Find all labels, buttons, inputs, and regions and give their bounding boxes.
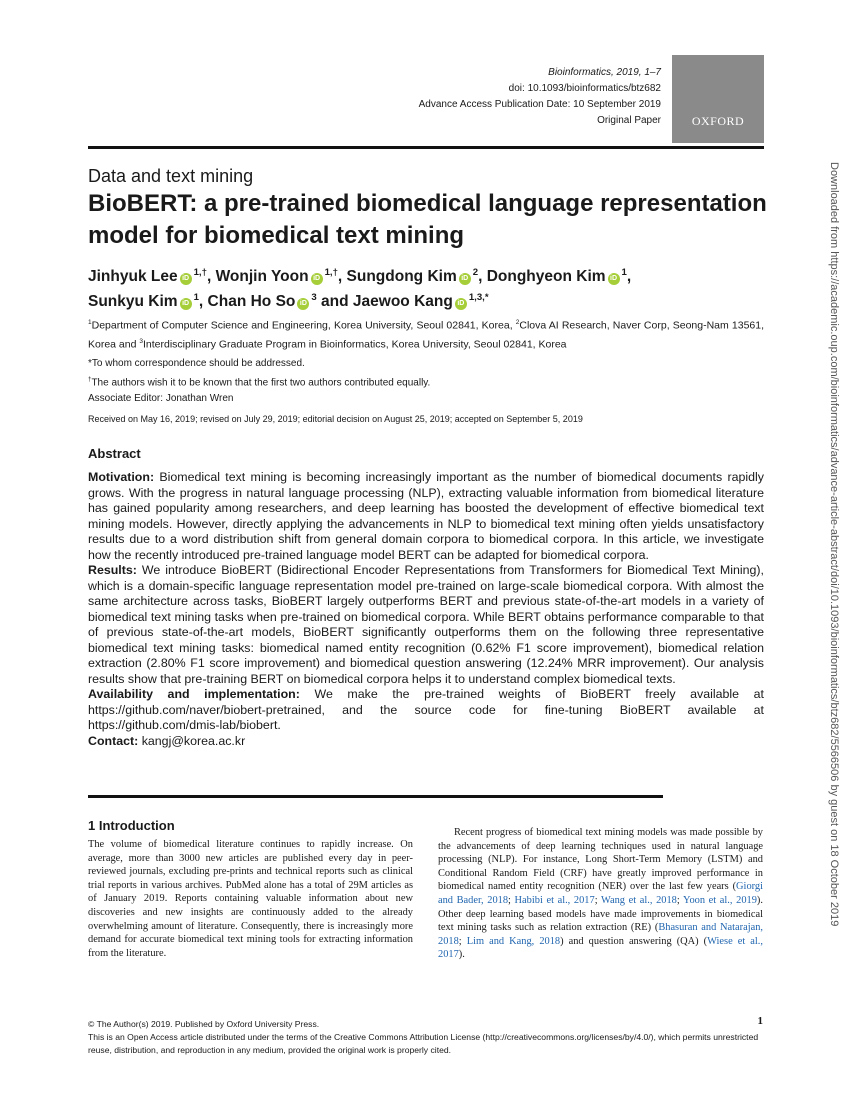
abstract-body — [88, 470, 764, 749]
orcid-icon[interactable]: iD — [608, 273, 620, 285]
author[interactable]: Donghyeon Kim $iD^1$, — [486, 267, 632, 286]
intro-column-right — [438, 826, 763, 962]
journal-citation: Bioinformatics, 2019, 1–7 — [548, 67, 661, 78]
associate-editor: Associate Editor: Jonathan Wren — [88, 393, 234, 405]
page-number: 1 — [757, 1015, 763, 1027]
citation-link[interactable]: Yoon et al., 2019 — [683, 894, 757, 906]
author[interactable]: Chan Ho So $iD^3$ and — [207, 292, 349, 311]
author[interactable]: Jinhyuk Lee $iD^{1,\dagger}$, — [88, 267, 212, 286]
citation-link[interactable]: Lim and Kang, 2018 — [466, 935, 561, 947]
author[interactable]: Sungdong Kim $iD^2$, — [346, 267, 483, 286]
author[interactable]: Wonjin Yoon $iD^{1,\dagger}$, — [215, 267, 343, 286]
received-dates: Received on May 16, 2019; revised on July 29, 2019; editorial decision on August 25, 2019; accepted on September 5, 2019 — [88, 414, 583, 424]
abstract-results: Results: We introduce BioBERT (Bidirectional Encoder Representations from Transformers for Biomedical Text Mining), which is a domain-specific language representation model pre-trained on large-scale biomedical corpora. With almost the same architecture across tasks, BioBERT largely outperforms BERT and previous state-of-the-art models in a variety of biomedical text mining tasks when pre-trained on biomedical corpora. While BERT obtains performance comparable to that of previous state-of-the-art models, BioBERT significantly outperforms them on the following three representative biomedical text mining tasks: biomedical named entity recognition (0.62% F1 score improvement), biomedical relation extraction (2.80% F1 score improvement) and biomedical question answering (12.24% MRR improvement). Our analysis results show that pre-training BERT on biomedical corpora helps it to understand complex biomedical texts. — [88, 563, 764, 686]
correspondence-note: *To whom correspondence should be addressed. — [88, 358, 305, 369]
abstract-contact: Contact: kangj@korea.ac.kr — [88, 733, 246, 748]
intro-paragraph: Recent progress of biomedical text mining models was made possible by the advancements of deep learning techniques used in natural language processing (NLP). For instance, Long Short-Term Memory (LSTM) and Conditional Random Field (CRF) have greatly improved performance in biomedical named entity recognition (NER) over the last few years (Giorgi and Bader, 2018; Habibi et al., 2017; Wang et al., 2018; Yoon et al., 2019). Other deep learning based models have made improvements in biomedical text mining tasks such as relation extraction (RE) (Bhasuran and Natarajan, 2018; Lim and Kang, 2018) and question answering (QA) (Wiese et al., 2017). — [438, 827, 764, 961]
author[interactable]: Sunkyu Kim $iD^1$, — [88, 292, 204, 311]
citation-link[interactable]: Wiese et al., 2017 — [438, 935, 764, 961]
orcid-icon[interactable]: iD — [297, 298, 309, 310]
oxford-logo — [672, 55, 764, 143]
license-text: This is an Open Access article distributed under the terms of the Creative Commons Attribution License (http://creativecommons.org/licenses/by/4.0/), which permits unrestricted reuse, distribution, and reproduction in any medium, provided the original work is properly cited. — [88, 1032, 759, 1055]
orcid-icon[interactable]: iD — [455, 298, 467, 310]
footer — [88, 1018, 764, 1057]
citation-link[interactable]: Habibi et al., 2017 — [514, 894, 595, 906]
author-list — [88, 262, 768, 312]
abstract-motivation: Motivation: Biomedical text mining is becoming increasingly important as the number of biomedical documents rapidly grows. With the progress in natural language processing (NLP), extracting valuable information from biomedical literature has gained popularity among researchers, and deep learning has boosted the development of effective biomedical text mining models. However, directly applying the advancements in NLP to biomedical text mining often yields unsatisfactory results due to a word distribution shift from general domain corpora to biomedical corpora. In this article, we investigate how the recently introduced pre-trained language model BERT can be adapted for biomedical corpora. — [88, 470, 764, 562]
intro-paragraph: The volume of biomedical literature continues to rapidly increase. On average, more than 3000 new articles are published every day in peer-reviewed journals, excluding pre-prints and technical reports such as clinical trial reports in various archives. PubMed alone has a total of 29M articles as of January 2019. Reports containing valuable information about new discoveries and new insights are continuously added to the already overwhelming amount of literature. Consequently, there is increasingly more demand for accurate biomedical text mining tools for extracting information from the literature. — [88, 839, 413, 959]
orcid-icon[interactable]: iD — [180, 298, 192, 310]
copyright: © The Author(s) 2019. Published by Oxford University Press. — [88, 1019, 320, 1029]
affiliations: $^1$Department of Computer Science and Engineering, Korea University, Seoul 02841, Korea, $^2$Clova AI Research, Naver Corp, Seong-Nam 13561, Korea and $^3$Interdisciplinary Graduate Program in Bioinformatics, Korea University, Seoul 02841, Korea — [88, 319, 765, 350]
section-tag: Data and text mining — [88, 166, 254, 186]
equal-contribution-note: †The authors wish it to be known that the first two authors contributed equally. — [88, 376, 431, 389]
advance-access-date: Advance Access Publication Date: 10 September 2019 — [418, 99, 661, 110]
orcid-icon[interactable]: iD — [459, 273, 471, 285]
author[interactable]: Jaewoo Kang $iD^{1,3,*}$ — [352, 292, 489, 311]
orcid-icon[interactable]: iD — [180, 273, 192, 285]
intro-column-left — [88, 838, 413, 960]
citation-link[interactable]: Bhasuran and Natarajan, 2018 — [438, 922, 764, 947]
intro-heading: 1 Introduction — [88, 818, 175, 833]
download-note: Downloaded from https://academic.oup.com/bioinformatics/advance-article-abstract/doi/10.1093/bioinformatics/btz682/5566506 by guest on 18 October 2019 — [828, 162, 840, 927]
contact-email[interactable]: kangj@korea.ac.kr — [141, 733, 246, 748]
doi[interactable]: doi: 10.1093/bioinformatics/btz682 — [508, 83, 661, 94]
abstract-availability: Availability and implementation: We make the pre-trained weights of BioBERT freely available at https://github.com/naver/biobert-pretrained, and the source code for fine-tuning BioBERT available at https://github.com/dmis-lab/biobert. — [88, 687, 764, 732]
article-type: Original Paper — [597, 115, 661, 126]
citation-link[interactable]: Giorgi and Bader, 2018 — [438, 881, 763, 906]
header-rule — [88, 146, 764, 149]
abstract-rule — [88, 795, 663, 798]
author-notes — [88, 356, 764, 407]
citation-link[interactable]: Wang et al., 2018 — [601, 894, 677, 906]
oxford-logo-text: OXFORD — [691, 114, 745, 128]
orcid-icon[interactable]: iD — [311, 273, 323, 285]
abstract-heading: Abstract — [88, 446, 141, 461]
paper-title: BioBERT: a pre-trained biomedical language representation model for biomedical text mining — [88, 190, 767, 249]
